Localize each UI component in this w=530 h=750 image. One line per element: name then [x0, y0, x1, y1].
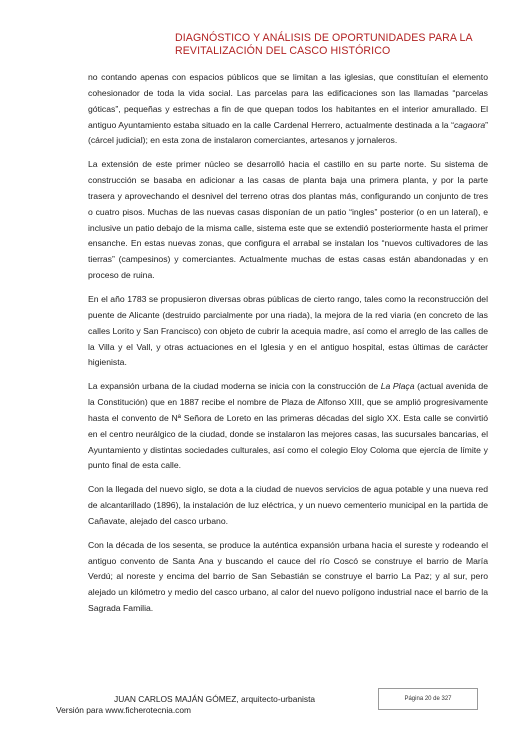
footer-author: JUAN CARLOS MAJÁN GÓMEZ, arquitecto-urbanista: [114, 694, 316, 704]
footer-version: Versión para www.ficherotecnia.com: [56, 705, 191, 715]
paragraph-3: En el año 1783 se propusieron diversas obras públicas de cierto rango, tales como la reconstrucción del puente de Alicante (destruido parcialmente por una riada), la mejora de la red viaria (en concreto de las calles Lorito y San Francisco) con objeto de cubrir la acequia madre, así como el arreglo de las calles de la Villa y el Vall, y otras actuaciones en el Iglesia y en el antiguo hospital, estas últimas de carácter higienista.: [88, 293, 488, 368]
page-number: Página 20 de 327: [404, 696, 452, 702]
header-title-line1: DIAGNÓSTICO Y ANÁLISIS DE OPORTUNIDADES PARA LA: [175, 32, 473, 44]
paragraph-5: Con la llegada del nuevo siglo, se dota a la ciudad de nuevos servicios de agua potable y una nueva red de alcantarillado (1896), la instalación de luz eléctrica, y un nuevo cementerio municipal en la partida de Cañavate, alejado del casco urbano.: [88, 484, 488, 526]
paragraph-2: La extensión de este primer núcleo se desarrolló hacia el castillo en su parte norte. Su sistema de construcción se basaba en adicionar a las casas de planta baja una primera planta, y por la parte trasera y aprovechando el desnivel del terreno otras dos plantas más, configurando un conjunto de tres o cuatro pisos. Muchas de las nuevas casas disponían de un patio “ingles” posterior (o en un lateral), e inclusive un patio debajo de la misma calle, sistema este que se extendió posteriormente hasta el primer ensanche. En estas nuevas zonas, que configura el arrabal se instalan los “nuevos cultivadores de las tierras” (campesinos) y comerciantes. Actualmente muchas de estas casas están abandonadas y en proceso de ruina.: [88, 159, 488, 281]
header-title-line2: REVITALIZACIÓN DEL CASCO HISTÓRICO: [175, 45, 391, 57]
document-footer: [48, 694, 378, 716]
paragraph-4-italic: La Plaça: [380, 381, 415, 392]
paragraph-4-text-a: La expansión urbana de la ciudad moderna se inicia con la construcción de: [88, 381, 381, 392]
paragraph-1: [88, 70, 488, 149]
document-body: [88, 70, 488, 625]
document-header: [175, 32, 495, 58]
page-number-box: [378, 688, 478, 710]
paragraph-6: Con la década de los sesenta, se produce la auténtica expansión urbana hacia el sureste y rodeando el antiguo convento de Santa Ana y buscando el cauce del río Coscó se construye el barrio de María Verdú; al noreste y encima del barrio de San Sebastián se construye el barrio La Paz; y al sur, pero alejado un kilómetro y medio del casco urbano, al calor del nuevo polígono industrial nace el barrio de la Sagrada Familia.: [88, 539, 488, 614]
paragraph-1-italic: cagaora: [453, 119, 486, 130]
paragraph-4-text-b: (actual avenida de la Constitución) que en 1887 recibe el nombre de Plaza de Alfonso XIII, que se amplió progresivamente hasta el convento de Nª Señora de Loreto en las primeras décadas del siglo XX. Esta calle se convirtió en el centro neurálgico de la ciudad, donde se instalaron las mejores casas, las sucursales bancarias, el Ayuntamiento y distintas sociedades culturales, así como el colegio Eloy Coloma que ejercía de límite y punto final de esta calle.: [88, 381, 488, 471]
paragraph-1-text-b: ” (cárcel judicial); en esta zona de instalaron comerciantes, artesanos y jornaleros.: [88, 119, 488, 146]
paragraph-1-text-a: no contando apenas con espacios públicos que se limitan a las iglesias, que constituían el elemento cohesionador de toda la vida social. Las parcelas para las edificaciones son las llamadas “parcelas góticas”, pequeñas y estrechas a fin de que quepan todos los habitantes en el interior amurallado. El antiguo Ayuntamiento estaba situado en la calle Cardenal Herrero, actualmente destinada a la “: [88, 72, 488, 130]
paragraph-4: [88, 379, 488, 474]
